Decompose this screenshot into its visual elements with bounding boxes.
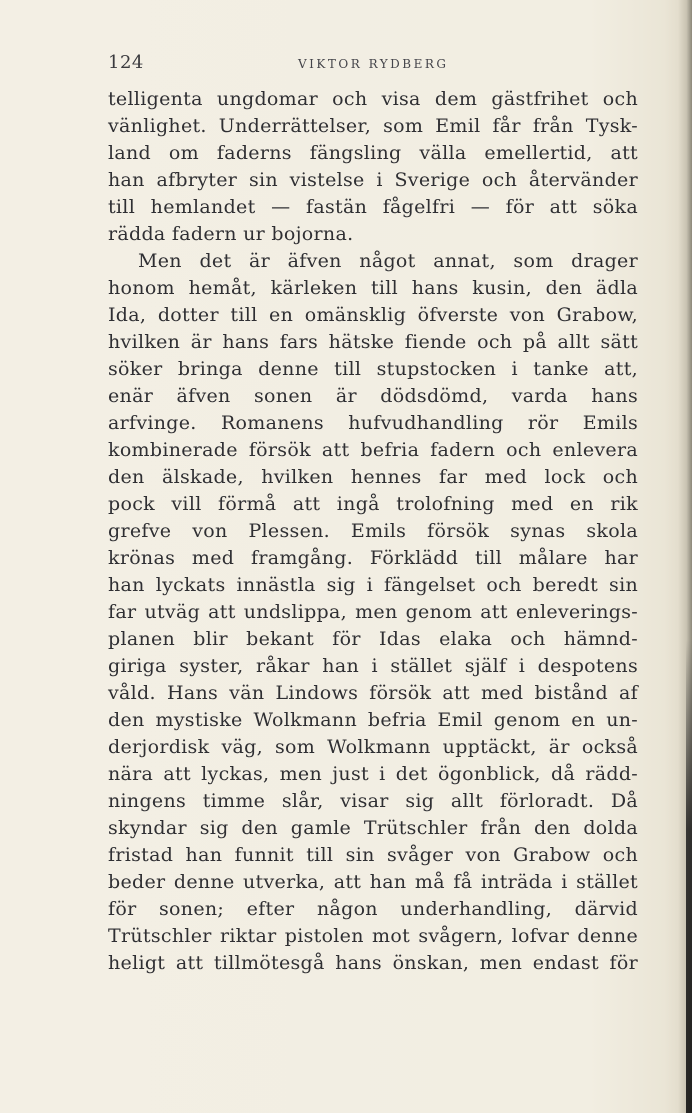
text-line: han lyckats innästla sig i fängelset och beredt sin: [108, 574, 638, 596]
text-line: den mystiske Wolkmann befria Emil genom en un-: [108, 709, 638, 731]
text-line: Trütschler riktar pistolen mot svågern, lofvar denne: [108, 925, 638, 947]
page-number: 124: [108, 52, 144, 73]
text-line: fristad han funnit till sin svåger von Grabow och: [108, 844, 638, 866]
text-line: pock vill förmå att ingå trolofning med en rik: [108, 493, 638, 515]
text-line: söker bringa denne till stupstocken i tanke att,: [108, 358, 638, 380]
text-line: hvilken är hans fars hätske fiende och på allt sätt: [108, 331, 638, 353]
text-line: våld. Hans vän Lindows försök att med bistånd af: [108, 682, 638, 704]
text-line: Ida, dotter till en omänsklig öfverste von Grabow,: [108, 304, 638, 326]
text-line: enär äfven sonen är dödsdömd, varda hans: [108, 385, 638, 407]
running-head: VIKTOR RYDBERG: [298, 57, 449, 71]
text-line: giriga syster, råkar han i stället själf i despotens: [108, 655, 638, 677]
text-line: han afbryter sin vistelse i Sverige och återvänder: [108, 169, 638, 191]
text-line: skyndar sig den gamle Trütschler från den dolda: [108, 817, 638, 839]
text-line: beder denne utverka, att han må få inträda i stället: [108, 871, 638, 893]
body-text: [108, 86, 638, 977]
text-line: Men det är äfven något annat, som drager: [138, 250, 638, 272]
text-line: derjordisk väg, som Wolkmann upptäckt, är också: [108, 736, 638, 758]
text-line: heligt att tillmötesgå hans önskan, men endast för: [108, 952, 638, 974]
text-line: rädda fadern ur bojorna.: [108, 223, 354, 245]
text-line: krönas med framgång. Förklädd till målare har: [108, 547, 638, 569]
text-line: land om faderns fängsling välla emellertid, att: [108, 142, 638, 164]
text-line: far utväg att undslippa, men genom att enleverings-: [108, 601, 638, 623]
text-line: nära att lyckas, men just i det ögonblick, då rädd-: [108, 763, 638, 785]
text-line: den älskade, hvilken hennes far med lock och: [108, 466, 638, 488]
page-header: [108, 52, 656, 76]
text-line: vänlighet. Underrättelser, som Emil får från Tysk-: [108, 115, 638, 137]
text-line: honom hemåt, kärleken till hans kusin, den ädla: [108, 277, 638, 299]
text-line: grefve von Plessen. Emils försök synas skola: [108, 520, 638, 542]
text-line: planen blir bekant för Idas elaka och hämnd-: [108, 628, 638, 650]
page-edge-dark: [686, 640, 692, 1113]
text-line: kombinerade försök att befria fadern och enlevera: [108, 439, 638, 461]
text-line: telligenta ungdomar och visa dem gästfrihet och: [108, 88, 638, 110]
text-line: ningens timme slår, visar sig allt förloradt. Då: [108, 790, 638, 812]
text-line: arfvinge. Romanens hufvudhandling rör Emils: [108, 412, 638, 434]
text-line: till hemlandet — fastän fågelfri — för att söka: [108, 196, 638, 218]
text-line: för sonen; efter någon underhandling, därvid: [108, 898, 638, 920]
